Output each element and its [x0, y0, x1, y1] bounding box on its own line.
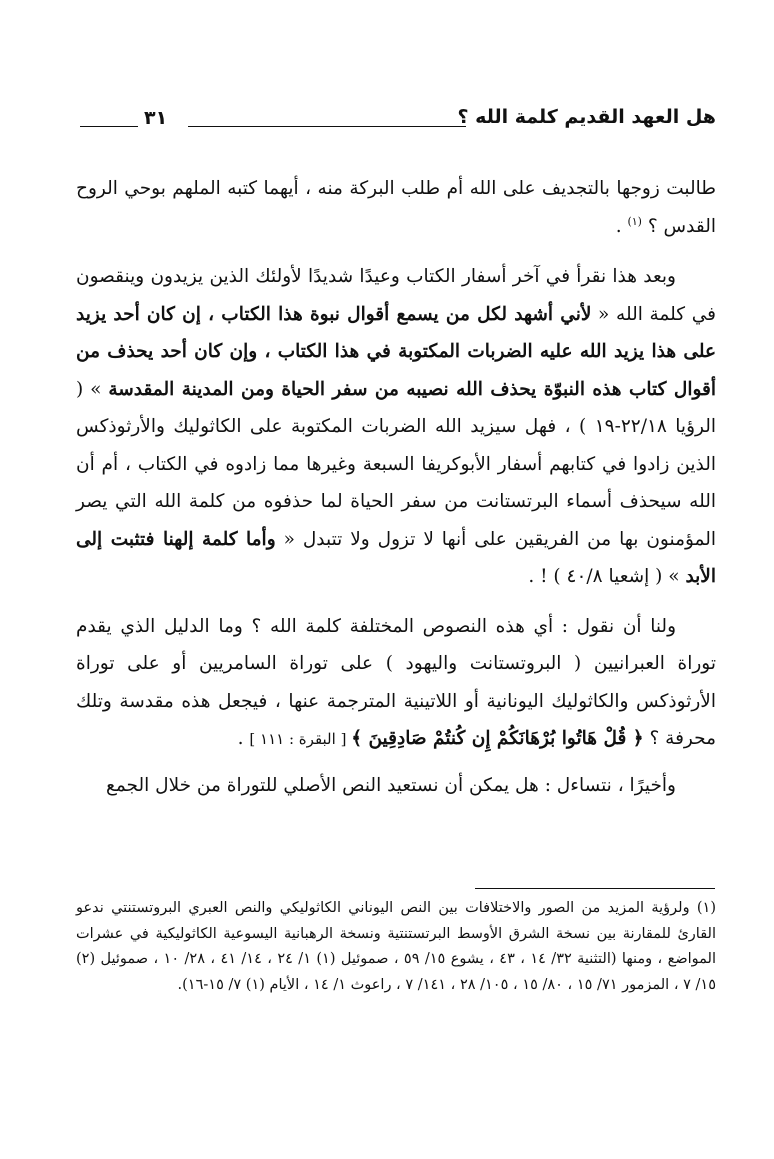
paragraph-2-text-a: وبعد هذا نقرأ في آخر أسفار الكتاب وعيدًا شديدًا لأولئك الذين يزيدون وينقصون في كلمة الله «: [76, 266, 716, 325]
paragraph-1: [76, 170, 716, 245]
paragraph-2-text-c: » ( إشعيا ٤٠/٨ ) ! .: [528, 566, 686, 587]
footnote-ref: (١): [627, 214, 642, 228]
paragraph-1-text: طالبت زوجها بالتجديف على الله أم طلب البركة منه ، أيهما كتبه الملهم بوحي الروح القدس ؟: [76, 178, 716, 237]
running-title: هل العهد القديم كلمة الله ؟: [457, 106, 716, 128]
paragraph-1-end: .: [615, 215, 628, 237]
isaiah-quote: وأما كلمة إلهنا فتثبت إلى الأبد: [76, 528, 716, 587]
paragraph-2-text-b: » ( الرؤيا ٢٢/١٨-١٩ ) ، فهل سيزيد الله الضربات المكتوبة على الكاثوليك والأرثوذكس الذين زادوا في كتابهم أسفار الأبوكريفا السبعة وغيرها مما زادوه في الكتاب ، أم أن الله سيحذف أسماء البرتستانت من سفر الحياة لما حذفوه من كلمة الله التي يصر المؤمنون بها من الفريقين على أنها لا تزول ولا تتبدل «: [76, 378, 717, 550]
quran-close-bracket: ﴾: [351, 728, 363, 749]
quran-verse: قُلْ هَاتُوا بُرْهَانَكُمْ إِن كُنتُمْ صَادِقِينَ: [362, 728, 633, 749]
quran-reference: [ البقرة : ١١١ ]: [249, 730, 352, 748]
page-number: ٣١: [144, 107, 168, 129]
paragraph-3-end: .: [237, 728, 250, 749]
quran-open-bracket: ﴿: [632, 728, 644, 749]
header-rule: [188, 126, 466, 127]
main-text: [76, 170, 716, 804]
page-header: [76, 104, 716, 144]
paragraph-3-text: ولنا أن نقول : أي هذه النصوص المختلفة كلمة الله ؟ وما الدليل الذي يقدم توراة العبرانيين ( البروتستانت واليهود ) على توراة السامريين أو على توراة الأرثوذكس والكاثوليك اليونانية أو اللاتينية المترجمة عنها ، فيجعل هذه مقدسة وتلك محرفة ؟: [76, 615, 716, 749]
header-rule-left: [80, 126, 138, 127]
paragraph-3: [76, 608, 716, 759]
paragraph-4-text: وأخيرًا ، نتساءل : هل يمكن أن نستعيد النص الأصلي للتوراة من خلال الجمع: [106, 774, 676, 796]
revelation-quote: لأني أشهد لكل من يسمع أقوال نبوة هذا الكتاب ، إن كان أحد يزيد على هذا يزيد الله عليه الضربات المكتوبة في هذا الكتاب ، وإن كان أحد يحذف من أقوال كتاب هذه النبوّة يحذف الله نصيبه من سفر الحياة ومن المدينة المقدسة: [76, 303, 716, 400]
paragraph-2: [76, 258, 716, 596]
paragraph-4: [76, 767, 716, 805]
footnote-1: (١) ولرؤية المزيد من الصور والاختلافات بين النص اليوناني الكاثوليكي والنص العبري البروتستنتي ندعو القارئ للمقارنة بين نسخة الشرق الأوسط البرتستنتية ونسخة الرهبانية اليسوعية الكاثوليكية في عشرات المواضع ، ومنها (التثنية ٣٢/ ١٤ ، ٤٣ ، يشوع ١٥/ ٥٩ ، صموئيل (١) ١/ ٢٤ ، ١٤/ ٤١ ، ٢٨/ ١٠ ، صموئيل (٢) ١٥/ ٧ ، المزمور ٧١/ ١٥ ، ٨٠/ ١٥ ، ١٠٥/ ٢٨ ، ١٤١/ ٧ ، راعوث ١/ ١٤ ، الأيام (١) ٧/ ١٥-١٦).: [76, 900, 716, 993]
footnote-separator: [475, 888, 715, 889]
